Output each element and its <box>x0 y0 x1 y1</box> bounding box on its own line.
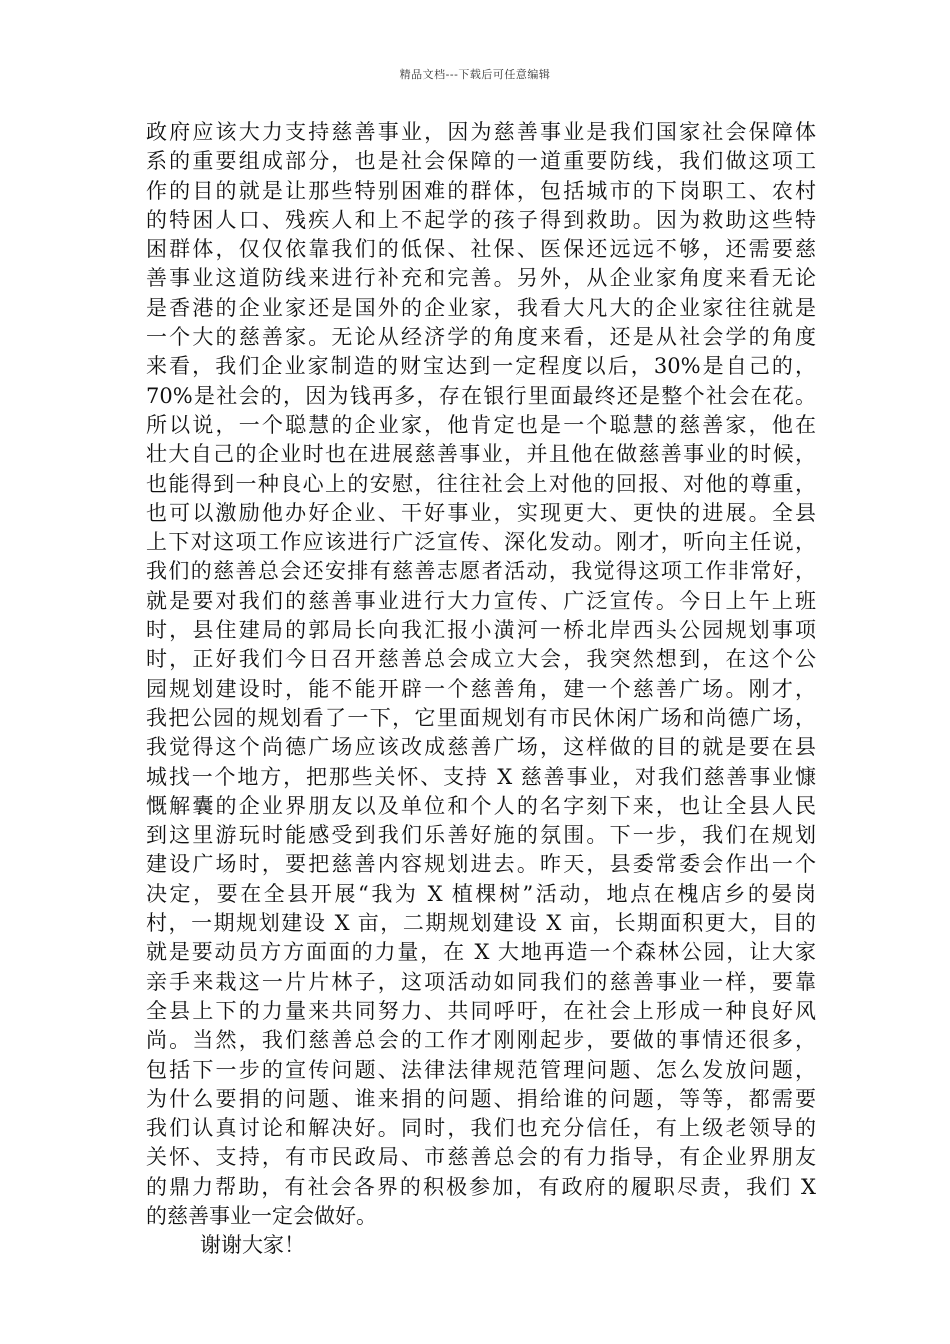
paragraph-line: 壮大自己的企业时也在进展慈善事业，并且他在做慈善事业的时候， <box>146 442 816 467</box>
document-body <box>146 118 816 1261</box>
paragraph-line: 我们认真讨论和解决好。同时，我们也充分信任，有上级老领导的 <box>146 1116 816 1141</box>
paragraph-line: 我们的慈善总会还安排有慈善志愿者活动，我觉得这项工作非常好， <box>146 559 816 584</box>
closing-line: 谢谢大家！ <box>200 1233 305 1258</box>
paragraph-line: 的鼎力帮助，有社会各界的积极参加，有政府的履职尽责，我们 X <box>146 1174 816 1199</box>
paragraph-line: 村，一期规划建设 X 亩，二期规划建设 X 亩，长期面积更大，目的 <box>146 911 816 936</box>
paragraph-line: 一个大的慈善家。无论从经济学的角度来看，还是从社会学的角度 <box>146 325 816 350</box>
paragraph-line: 包括下一步的宣传问题、法律法律规范管理问题、怎么发放问题， <box>146 1057 816 1082</box>
paragraph-line: 时，县住建局的郭局长向我汇报小潢河一桥北岸西头公园规划事项 <box>146 618 816 643</box>
paragraph-line: 困群体，仅仅依靠我们的低保、社保、医保还远远不够，还需要慈 <box>146 237 816 262</box>
paragraph-line: 为什么要捐的问题、谁来捐的问题、捐给谁的问题，等等，都需要 <box>146 1086 816 1111</box>
paragraph-line: 作的目的就是让那些特别困难的群体，包括城市的下岗职工、农村 <box>146 178 816 203</box>
paragraph-line: 我觉得这个尚德广场应该改成慈善广场，这样做的目的就是要在县 <box>146 735 816 760</box>
paragraph-line: 亲手来栽这一片片林子，这项活动如同我们的慈善事业一样，要靠 <box>146 969 816 994</box>
paragraph-line: 决定，要在全县开展“我为 X 植棵树”活动，地点在槐店乡的晏岗 <box>146 881 816 906</box>
paragraph-line: 70%是社会的，因为钱再多，存在银行里面最终还是整个社会在花。 <box>146 383 816 408</box>
paragraph-line: 也可以激励他办好企业、干好事业，实现更大、更快的进展。全县 <box>146 500 816 525</box>
paragraph-line: 时，正好我们今日召开慈善总会成立大会，我突然想到，在这个公 <box>146 647 816 672</box>
paragraph-line: 尚。当然，我们慈善总会的工作才刚刚起步，要做的事情还很多， <box>146 1028 816 1053</box>
paragraph-line: 建设广场时，要把慈善内容规划进去。昨天，县委常委会作出一个 <box>146 852 816 877</box>
paragraph-line: 就是要动员方方面面的力量，在 X 大地再造一个森林公园，让大家 <box>146 940 816 965</box>
page-header: 精品文档---下载后可任意编辑 <box>399 68 551 81</box>
paragraph-line: 园规划建设时，能不能开辟一个慈善角，建一个慈善广场。刚才， <box>146 676 816 701</box>
paragraph-line: 上下对这项工作应该进行广泛宣传、深化发动。刚才，听向主任说， <box>146 530 816 555</box>
paragraph-line: 关怀、支持，有市民政局、市慈善总会的有力指导，有企业界朋友 <box>146 1145 816 1170</box>
paragraph-line: 所以说，一个聪慧的企业家，他肯定也是一个聪慧的慈善家，他在 <box>146 412 816 437</box>
paragraph-line: 也能得到一种良心上的安慰，往往社会上对他的回报、对他的尊重， <box>146 471 816 496</box>
paragraph-line: 我把公园的规划看了一下，它里面规划有市民休闲广场和尚德广场， <box>146 705 816 730</box>
paragraph-line: 慨解囊的企业界朋友以及单位和个人的名字刻下来，也让全县人民 <box>146 793 816 818</box>
paragraph-line: 政府应该大力支持慈善事业，因为慈善事业是我们国家社会保障体 <box>146 120 816 144</box>
paragraph-line: 城找一个地方，把那些关怀、支持 X 慈善事业，对我们慈善事业慷 <box>146 764 816 789</box>
paragraph-line: 全县上下的力量来共同努力、共同呼吁，在社会上形成一种良好风 <box>146 998 816 1023</box>
paragraph-line: 来看，我们企业家制造的财宝达到一定程度以后，30%是自己的， <box>146 354 816 379</box>
paragraph-line: 的特困人口、残疾人和上不起学的孩子得到救助。因为救助这些特 <box>146 207 816 232</box>
paragraph-line: 善事业这道防线来进行补充和完善。另外，从企业家角度来看无论 <box>146 266 816 291</box>
paragraph-line: 就是要对我们的慈善事业进行大力宣传、广泛宣传。今日上午上班 <box>146 588 816 613</box>
paragraph-line: 到这里游玩时能感受到我们乐善好施的氛围。下一步，我们在规划 <box>146 823 816 848</box>
paragraph-line: 系的重要组成部分，也是社会保障的一道重要防线，我们做这项工 <box>146 149 816 174</box>
paragraph-line: 的慈善事业一定会做好。 <box>146 1203 377 1228</box>
paragraph-line: 是香港的企业家还是国外的企业家，我看大凡大的企业家往往就是 <box>146 295 816 320</box>
